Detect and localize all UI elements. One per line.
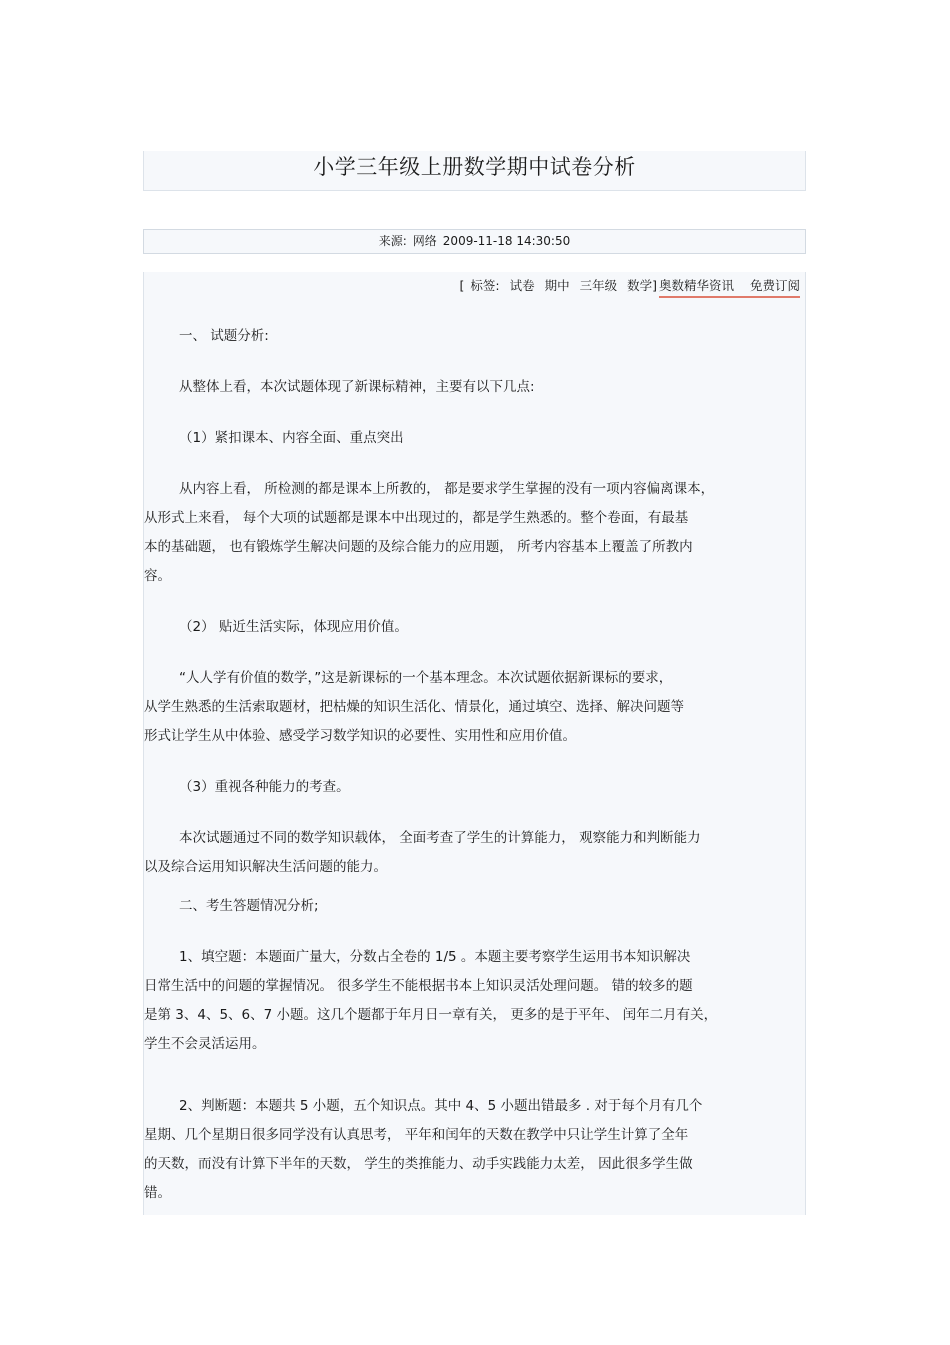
paragraph-line: 容。: [144, 568, 171, 584]
title-panel: [143, 151, 806, 191]
source-info: [144, 230, 805, 253]
paragraph-line: 星期、几个星期日很多同学没有认真思考， 平年和闰年的天数在教学中只让学生计算了全年: [144, 1127, 689, 1143]
paragraph-8: [144, 892, 807, 921]
promo-link-subscribe[interactable]: 免费订阅: [749, 278, 800, 293]
paragraph-line: 形式让学生从中体验、感受学习数学知识的必要性、实用性和应用价值。: [144, 728, 576, 744]
paragraph-line: 学生不会灵活运用。: [144, 1036, 266, 1052]
paragraph-0: [144, 322, 807, 351]
tag-link-2[interactable]: 三年级: [579, 278, 618, 293]
paragraph-line: 错。: [144, 1185, 171, 1201]
tag-bar: [459, 278, 800, 298]
promo-link-news[interactable]: 奥数精华资讯: [658, 278, 734, 293]
paragraph-line: 2、判断题：本题共 5 小题，五个知识点。其中 4、5 小题出错最多 . 对于每个月有几个: [179, 1098, 703, 1114]
paragraph-3: [144, 475, 807, 591]
paragraph-7: [144, 824, 807, 882]
paragraph-line: （2） 贴近生活实际，体现应用价值。: [179, 619, 408, 635]
paragraph-line: “人人学有价值的数学，”这是新课标的一个基本理念。本次试题依据新课标的要求，: [179, 670, 673, 686]
paragraph-line: 日常生活中的问题的掌握情况。 很多学生不能根据书本上知识灵活处理问题。 错的较多的题: [144, 978, 693, 994]
paragraph-line: 从内容上看， 所检测的都是课本上所教的， 都是要求学生掌握的没有一项内容偏离课本，: [179, 481, 715, 497]
paragraph-line: 本的基础题， 也有锻炼学生解决问题的及综合能力的应用题， 所考内容基本上覆盖了所教内: [144, 539, 693, 555]
paragraph-9: [144, 943, 807, 1059]
tag-label: 标签:: [470, 278, 500, 293]
paragraph-5: [144, 664, 807, 751]
paragraph-line: （3）重视各种能力的考查。: [179, 779, 350, 795]
paragraph-1: [144, 373, 807, 402]
paragraph-line: 是第 3、4、5、6、7 小题。这几个题都于年月日一章有关， 更多的是于平年、 闰年二月有关，: [144, 1007, 718, 1023]
paragraph-line: 的天数，而没有计算下半年的天数， 学生的类推能力、动手实践能力太差， 因此很多学生做: [144, 1156, 693, 1172]
source-panel: [143, 229, 806, 254]
page-title: 小学三年级上册数学期中试卷分析: [313, 155, 636, 179]
paragraph-line: 二、考生答题情况分析;: [179, 898, 319, 914]
paragraph-line: 从形式上来看， 每个大项的试题都是课本中出现过的，都是学生熟悉的。整个卷面，有最基: [144, 510, 689, 526]
tag-link-1[interactable]: 期中: [544, 278, 570, 293]
paragraph-6: [144, 773, 807, 802]
paragraph-line: （1）紧扣课本、内容全面、重点突出: [179, 430, 404, 446]
tag-open-bracket: [: [459, 278, 465, 293]
tag-link-3[interactable]: 数学: [627, 278, 653, 293]
promo-links: [659, 278, 800, 298]
paragraph-4: [144, 613, 807, 642]
source-site: 网络: [412, 234, 437, 248]
paragraph-10: [144, 1092, 807, 1208]
tag-link-0[interactable]: 试卷: [509, 278, 535, 293]
paragraph-line: 以及综合运用知识解决生活问题的能力。: [144, 859, 387, 875]
paragraph-line: 一、 试题分析:: [179, 328, 269, 344]
publish-datetime: 2009-11-18 14:30:50: [442, 234, 571, 248]
article-body: [143, 272, 806, 1215]
paragraph-2: [144, 424, 807, 453]
paragraph-line: 从学生熟悉的生活索取题材，把枯燥的知识生活化、情景化，通过填空、选择、解决问题等: [144, 699, 684, 715]
paragraph-line: 本次试题通过不同的数学知识载体， 全面考查了学生的计算能力， 观察能力和判断能力: [179, 830, 701, 846]
tag-close-bracket: ]: [652, 278, 657, 293]
paragraph-line: 1、填空题：本题面广量大，分数占全卷的 1/5 。本题主要考察学生运用书本知识解决: [179, 949, 691, 965]
paragraph-line: 从整体上看，本次试题体现了新课标精神，主要有以下几点:: [179, 379, 535, 395]
source-label: 来源:: [378, 234, 407, 248]
